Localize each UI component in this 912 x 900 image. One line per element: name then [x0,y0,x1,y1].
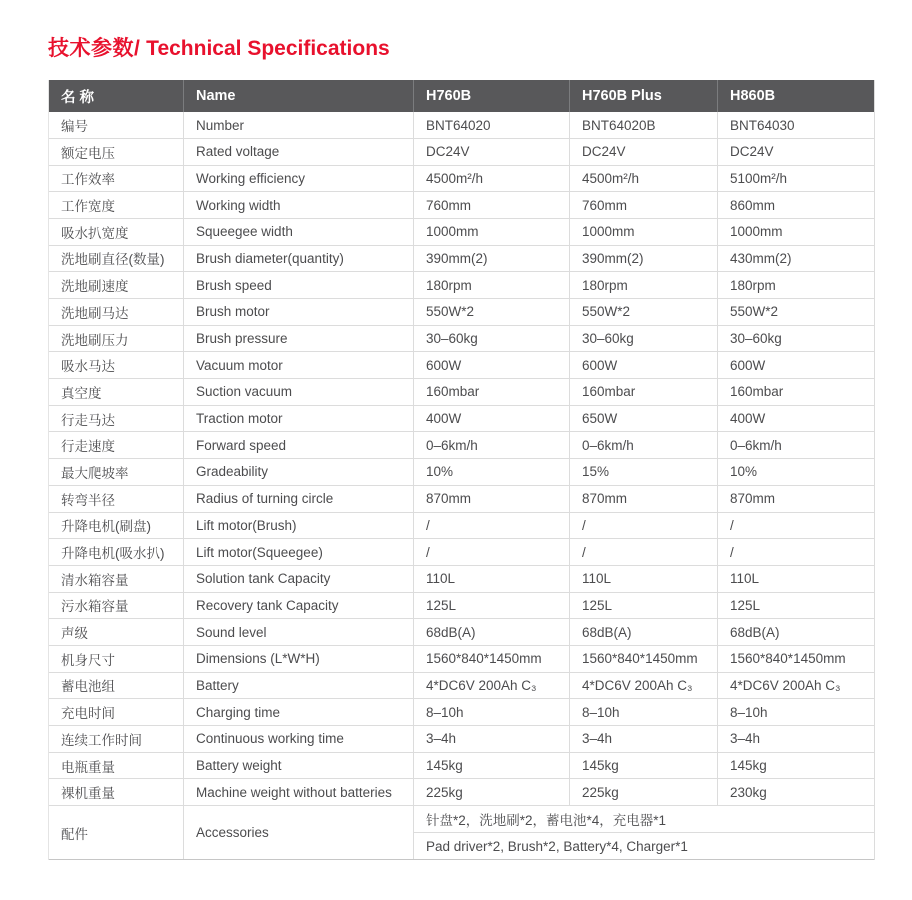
row-value-h760b-plus: / [569,539,717,565]
row-label-zh: 充电时间 [61,706,115,722]
row-value-h760b-plus: 180rpm [569,272,717,298]
row-value-h860b: 145kg [717,753,874,779]
row-value-h860b: 180rpm [717,272,874,298]
table-row [49,566,874,593]
row-label-en: Vacuum motor [183,352,413,378]
row-label-zh: 最大爬坡率 [61,465,129,481]
row-value-h760b: 68dB(A) [413,619,569,645]
table-row [49,726,874,753]
table-row [49,352,874,379]
table-body [49,112,874,806]
row-value-h760b: 760mm [413,192,569,218]
row-value-h860b: 600W [717,352,874,378]
row-value-h760b-plus: 68dB(A) [569,619,717,645]
row-value-h860b: 430mm(2) [717,246,874,272]
row-value-h760b-plus: 30–60kg [569,326,717,352]
row-value-h860b: 68dB(A) [717,619,874,645]
row-value-h760b: DC24V [413,139,569,165]
row-value-h760b-plus: 1000mm [569,219,717,245]
table-row [49,779,874,806]
row-label-zh: 编号 [61,119,88,135]
row-value-h860b: 0–6km/h [717,432,874,458]
row-value-h760b: 10% [413,459,569,485]
row-label-en: Lift motor(Squeegee) [183,539,413,565]
row-label-zh: 额定电压 [61,145,115,161]
row-label-en: Brush motor [183,299,413,325]
row-label-en: Battery weight [183,753,413,779]
row-label-zh: 清水箱容量 [61,572,129,588]
table-row [49,486,874,513]
row-value-h760b-plus: 15% [569,459,717,485]
table-row [49,246,874,273]
row-value-h860b: 5100m²/h [717,166,874,192]
row-label-en: Charging time [183,699,413,725]
row-value-h760b: 180rpm [413,272,569,298]
accessories-label-en: Accessories [183,806,413,859]
row-label-en: Lift motor(Brush) [183,513,413,539]
row-value-h760b: 145kg [413,753,569,779]
row-label-en: Radius of turning circle [183,486,413,512]
row-label-en: Dimensions (L*W*H) [183,646,413,672]
table-row [49,272,874,299]
row-value-h860b: / [717,513,874,539]
header-h760b: H760B [413,80,569,112]
table-row [49,379,874,406]
row-value-h760b-plus: 870mm [569,486,717,512]
row-label-en: Forward speed [183,432,413,458]
row-value-h760b-plus: 4*DC6V 200Ah C₃ [569,673,717,699]
row-value-h860b: 10% [717,459,874,485]
row-label-zh: 吸水扒宽度 [61,225,129,241]
row-value-h760b-plus: 110L [569,566,717,592]
row-label-en: Continuous working time [183,726,413,752]
table-header-row [49,80,874,112]
table-row [49,112,874,139]
row-value-h860b: 550W*2 [717,299,874,325]
row-value-h760b-plus: 225kg [569,779,717,805]
row-label-en: Solution tank Capacity [183,566,413,592]
row-value-h760b-plus: 650W [569,406,717,432]
row-label-zh: 升降电机(刷盘) [61,519,151,535]
table-row [49,406,874,433]
row-label-zh: 洗地刷直径(数量) [61,252,165,268]
row-value-h760b: / [413,539,569,565]
row-label-en: Brush diameter(quantity) [183,246,413,272]
row-label-zh: 转弯半径 [61,492,115,508]
row-label-zh: 机身尺寸 [61,652,115,668]
row-value-h860b: 1000mm [717,219,874,245]
row-label-zh: 吸水马达 [61,359,115,375]
table-row [49,539,874,566]
row-value-h760b: / [413,513,569,539]
row-label-zh: 行走马达 [61,412,115,428]
table-row [49,513,874,540]
row-value-h860b: 1560*840*1450mm [717,646,874,672]
row-value-h760b: 600W [413,352,569,378]
row-value-h760b: BNT64020 [413,112,569,138]
row-label-zh: 工作效率 [61,172,115,188]
accessories-row [49,806,874,860]
header-name-en: Name [183,80,413,112]
row-value-h760b-plus: 3–4h [569,726,717,752]
row-value-h760b: 1000mm [413,219,569,245]
row-value-h760b-plus: 600W [569,352,717,378]
header-h860b: H860B [717,80,874,112]
row-label-zh: 行走速度 [61,439,115,455]
row-label-en: Machine weight without batteries [183,779,413,805]
row-value-h760b-plus: 4500m²/h [569,166,717,192]
row-value-h760b-plus: BNT64020B [569,112,717,138]
row-value-h760b: 225kg [413,779,569,805]
row-value-h760b-plus: 550W*2 [569,299,717,325]
row-label-zh: 污水箱容量 [61,599,129,615]
accessories-label-zh: 配件 [61,826,88,842]
table-row [49,166,874,193]
row-value-h860b: 30–60kg [717,326,874,352]
accessories-values [413,806,874,859]
row-value-h760b-plus: DC24V [569,139,717,165]
row-value-h760b: 0–6km/h [413,432,569,458]
row-label-en: Working efficiency [183,166,413,192]
table-row [49,753,874,780]
row-value-h760b: 125L [413,593,569,619]
row-label-en: Gradeability [183,459,413,485]
row-value-h860b: / [717,539,874,565]
row-label-zh: 蓄电池组 [61,679,115,695]
row-label-en: Traction motor [183,406,413,432]
table-row [49,139,874,166]
row-value-h760b: 3–4h [413,726,569,752]
row-label-en: Number [183,112,413,138]
page-title-zh: 技术参数/ [48,37,141,60]
row-label-en: Battery [183,673,413,699]
row-value-h860b: 230kg [717,779,874,805]
table-row [49,219,874,246]
row-value-h760b-plus: 760mm [569,192,717,218]
spec-table [48,80,875,860]
accessories-value-en: Pad driver*2, Brush*2, Battery*4, Charger*1 [426,838,688,854]
row-value-h760b-plus: 390mm(2) [569,246,717,272]
row-value-h860b: 4*DC6V 200Ah C₃ [717,673,874,699]
row-value-h760b: 390mm(2) [413,246,569,272]
row-label-en: Squeegee width [183,219,413,245]
table-row [49,673,874,700]
row-label-en: Recovery tank Capacity [183,593,413,619]
header-name-zh: 名 称 [61,89,95,106]
page-title-en: Technical Specifications [140,37,390,60]
row-label-en: Sound level [183,619,413,645]
row-value-h760b: 4500m²/h [413,166,569,192]
row-label-en: Brush pressure [183,326,413,352]
row-value-h860b: 110L [717,566,874,592]
row-label-en: Brush speed [183,272,413,298]
row-label-zh: 连续工作时间 [61,732,142,748]
row-label-en: Working width [183,192,413,218]
row-value-h760b-plus: 1560*840*1450mm [569,646,717,672]
row-label-zh: 升降电机(吸水扒) [61,546,165,562]
table-row [49,619,874,646]
row-label-en: Suction vacuum [183,379,413,405]
table-row [49,646,874,673]
row-value-h860b: BNT64030 [717,112,874,138]
table-row [49,593,874,620]
row-value-h760b: 400W [413,406,569,432]
row-value-h860b: 125L [717,593,874,619]
row-value-h760b: 870mm [413,486,569,512]
row-value-h760b-plus: 160mbar [569,379,717,405]
row-label-zh: 工作宽度 [61,199,115,215]
row-value-h860b: 400W [717,406,874,432]
row-label-zh: 电瓶重量 [61,759,115,775]
row-value-h760b-plus: 145kg [569,753,717,779]
table-row [49,699,874,726]
page-title [48,36,912,61]
row-value-h760b: 30–60kg [413,326,569,352]
row-value-h860b: 860mm [717,192,874,218]
row-value-h760b: 4*DC6V 200Ah C₃ [413,673,569,699]
row-label-zh: 声级 [61,626,88,642]
row-label-zh: 真空度 [61,385,102,401]
table-row [49,192,874,219]
row-value-h760b-plus: 8–10h [569,699,717,725]
table-row [49,459,874,486]
row-value-h860b: 160mbar [717,379,874,405]
table-row [49,299,874,326]
row-label-zh: 洗地刷马达 [61,305,129,321]
row-value-h860b: 870mm [717,486,874,512]
row-value-h760b: 160mbar [413,379,569,405]
accessories-value-zh: 针盘*2，洗地刷*2，蓄电池*4，充电器*1 [414,806,874,833]
row-value-h760b: 110L [413,566,569,592]
row-value-h760b: 550W*2 [413,299,569,325]
row-value-h760b-plus: 0–6km/h [569,432,717,458]
header-h760b-plus: H760B Plus [569,80,717,112]
row-label-zh: 洗地刷压力 [61,332,129,348]
table-row [49,432,874,459]
table-row [49,326,874,353]
row-label-zh: 裸机重量 [61,786,115,802]
row-value-h860b: 8–10h [717,699,874,725]
row-label-en: Rated voltage [183,139,413,165]
row-value-h760b-plus: 125L [569,593,717,619]
row-value-h860b: 3–4h [717,726,874,752]
row-value-h860b: DC24V [717,139,874,165]
row-label-zh: 洗地刷速度 [61,279,129,295]
row-value-h760b: 8–10h [413,699,569,725]
row-value-h760b-plus: / [569,513,717,539]
row-value-h760b: 1560*840*1450mm [413,646,569,672]
